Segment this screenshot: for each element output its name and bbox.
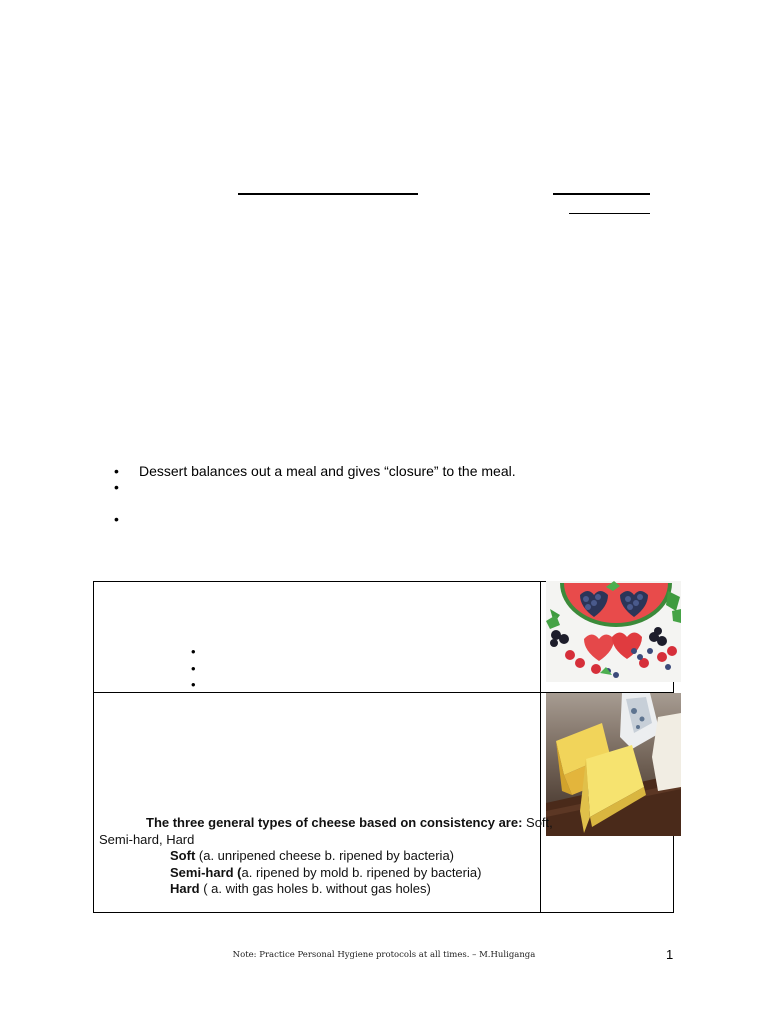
row1-bullet: [191, 661, 196, 678]
blank-line-title: [238, 193, 418, 195]
intro-bullet-2: [112, 479, 516, 495]
fruit-dessert-photo: [546, 581, 681, 682]
cheese-types-text: [99, 815, 553, 898]
cheese-heading-wrap: Semi-hard, Hard: [99, 831, 195, 847]
intro-bullet-list: [112, 463, 516, 527]
cheese-heading-bold: The three general types of cheese based on consistency are:: [146, 815, 523, 830]
cheese-semihard-line: [99, 865, 537, 882]
cheese-hard-text: ( a. with gas holes b. without gas holes): [199, 881, 431, 896]
cheese-soft-text: (a. unripened cheese b. ripened by bacteria): [195, 848, 454, 863]
cheese-soft-label: Soft: [170, 848, 196, 863]
table-column-divider: [540, 581, 541, 913]
row1-bullet: [191, 677, 196, 694]
page-number: 1: [666, 947, 674, 962]
cheese-soft-line: [99, 848, 537, 865]
footer-note: Note: Practice Personal Hygiene protocols at all times. – M.Huliganga: [232, 950, 536, 960]
intro-bullet-3: [112, 511, 516, 527]
cheese-heading-rest: Soft,: [522, 815, 553, 830]
row1-bullet: [191, 644, 196, 661]
row1-bullet-list: [191, 644, 196, 694]
cheese-heading-line: [99, 815, 553, 832]
intro-bullet-1: • Dessert balances out a meal and gives “closure” to the meal.: [112, 463, 516, 479]
cheese-semihard-text: a. ripened by mold b. ripened by bacteria): [241, 864, 482, 880]
cheese-hard-label: Hard: [170, 881, 200, 896]
blank-line-right-upper: [553, 193, 650, 195]
cheese-hard-line: [99, 881, 537, 898]
cheese-semihard-label: Semi-hard (: [170, 864, 242, 880]
cheese-board-photo: [546, 693, 681, 836]
blank-line-right-lower: [569, 213, 650, 214]
